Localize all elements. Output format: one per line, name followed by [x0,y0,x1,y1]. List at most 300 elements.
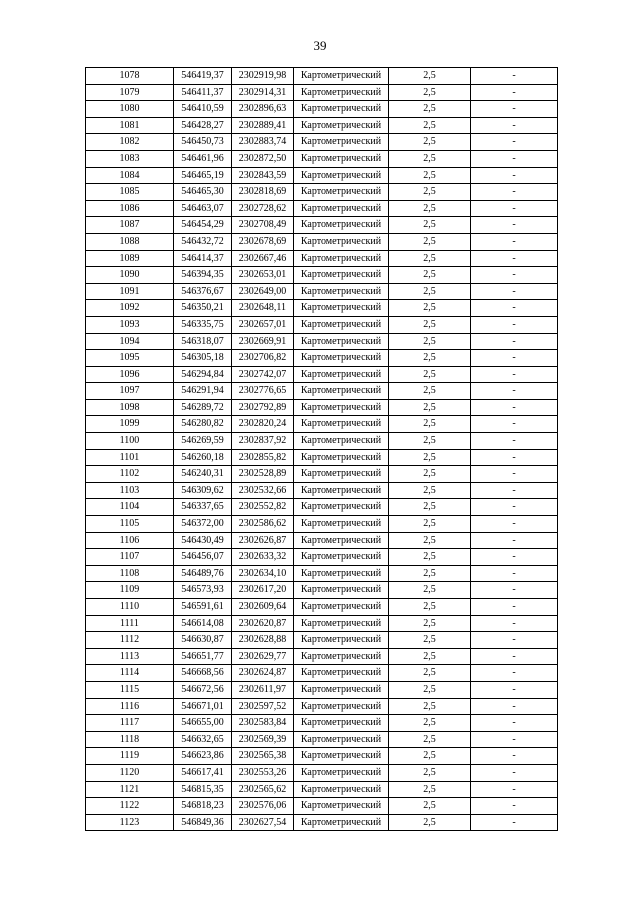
accuracy-cell: 2,5 [389,715,471,732]
x-coordinate-cell: 546291,94 [174,383,232,400]
point-number-cell: 1122 [86,798,174,815]
method-cell: Картометрический [294,698,389,715]
y-coordinate-cell: 2302633,32 [232,549,294,566]
x-coordinate-cell: 546617,41 [174,764,232,781]
table-row [86,366,558,383]
x-coordinate-cell: 546394,35 [174,267,232,284]
table-row [86,731,558,748]
x-coordinate-cell: 546489,76 [174,565,232,582]
method-cell: Картометрический [294,764,389,781]
point-number-cell: 1110 [86,599,174,616]
description-cell: - [471,781,558,798]
accuracy-cell: 2,5 [389,549,471,566]
method-cell: Картометрический [294,615,389,632]
y-coordinate-cell: 2302820,24 [232,416,294,433]
point-number-cell: 1096 [86,366,174,383]
method-cell: Картометрический [294,499,389,516]
accuracy-cell: 2,5 [389,599,471,616]
point-number-cell: 1112 [86,632,174,649]
accuracy-cell: 2,5 [389,781,471,798]
y-coordinate-cell: 2302843,59 [232,167,294,184]
y-coordinate-cell: 2302896,63 [232,101,294,118]
point-number-cell: 1084 [86,167,174,184]
method-cell: Картометрический [294,665,389,682]
method-cell: Картометрический [294,84,389,101]
point-number-cell: 1099 [86,416,174,433]
y-coordinate-cell: 2302818,69 [232,184,294,201]
accuracy-cell: 2,5 [389,665,471,682]
point-number-cell: 1121 [86,781,174,798]
accuracy-cell: 2,5 [389,233,471,250]
y-coordinate-cell: 2302706,82 [232,350,294,367]
point-number-cell: 1115 [86,681,174,698]
point-number-cell: 1103 [86,482,174,499]
point-number-cell: 1118 [86,731,174,748]
description-cell: - [471,399,558,416]
y-coordinate-cell: 2302627,54 [232,814,294,831]
accuracy-cell: 2,5 [389,632,471,649]
x-coordinate-cell: 546305,18 [174,350,232,367]
y-coordinate-cell: 2302626,87 [232,532,294,549]
page-number: 39 [313,38,327,53]
x-coordinate-cell: 546456,07 [174,549,232,566]
x-coordinate-cell: 546376,67 [174,283,232,300]
accuracy-cell: 2,5 [389,300,471,317]
table-row [86,233,558,250]
method-cell: Картометрический [294,715,389,732]
description-cell: - [471,632,558,649]
y-coordinate-cell: 2302609,64 [232,599,294,616]
description-cell: - [471,681,558,698]
description-cell: - [471,383,558,400]
table-row [86,117,558,134]
description-cell: - [471,333,558,350]
method-cell: Картометрический [294,184,389,201]
x-coordinate-cell: 546573,93 [174,582,232,599]
accuracy-cell: 2,5 [389,333,471,350]
point-number-cell: 1098 [86,399,174,416]
method-cell: Картометрический [294,466,389,483]
accuracy-cell: 2,5 [389,200,471,217]
method-cell: Картометрический [294,167,389,184]
description-cell: - [471,499,558,516]
description-cell: - [471,350,558,367]
accuracy-cell: 2,5 [389,184,471,201]
point-number-cell: 1079 [86,84,174,101]
description-cell: - [471,68,558,85]
table-row [86,200,558,217]
table-row [86,250,558,267]
description-cell: - [471,715,558,732]
table-row [86,84,558,101]
y-coordinate-cell: 2302624,87 [232,665,294,682]
point-number-cell: 1093 [86,316,174,333]
point-number-cell: 1105 [86,516,174,533]
point-number-cell: 1097 [86,383,174,400]
table-row [86,764,558,781]
method-cell: Картометрический [294,599,389,616]
y-coordinate-cell: 2302552,82 [232,499,294,516]
table-row [86,814,558,831]
point-number-cell: 1092 [86,300,174,317]
point-number-cell: 1120 [86,764,174,781]
accuracy-cell: 2,5 [389,516,471,533]
description-cell: - [471,316,558,333]
accuracy-cell: 2,5 [389,101,471,118]
point-number-cell: 1116 [86,698,174,715]
y-coordinate-cell: 2302648,11 [232,300,294,317]
table-row [86,532,558,549]
coordinates-table-body [86,68,558,831]
x-coordinate-cell: 546849,36 [174,814,232,831]
accuracy-cell: 2,5 [389,499,471,516]
method-cell: Картометрический [294,781,389,798]
method-cell: Картометрический [294,333,389,350]
point-number-cell: 1106 [86,532,174,549]
x-coordinate-cell: 546240,31 [174,466,232,483]
y-coordinate-cell: 2302628,88 [232,632,294,649]
description-cell: - [471,433,558,450]
description-cell: - [471,184,558,201]
table-row [86,350,558,367]
y-coordinate-cell: 2302883,74 [232,134,294,151]
x-coordinate-cell: 546465,30 [174,184,232,201]
method-cell: Картометрический [294,532,389,549]
description-cell: - [471,233,558,250]
y-coordinate-cell: 2302649,00 [232,283,294,300]
point-number-cell: 1104 [86,499,174,516]
x-coordinate-cell: 546432,72 [174,233,232,250]
x-coordinate-cell: 546280,82 [174,416,232,433]
y-coordinate-cell: 2302569,39 [232,731,294,748]
method-cell: Картометрический [294,748,389,765]
table-row [86,449,558,466]
table-row [86,167,558,184]
method-cell: Картометрический [294,383,389,400]
table-row [86,681,558,698]
description-cell: - [471,449,558,466]
x-coordinate-cell: 546335,75 [174,316,232,333]
method-cell: Картометрический [294,416,389,433]
accuracy-cell: 2,5 [389,134,471,151]
accuracy-cell: 2,5 [389,366,471,383]
x-coordinate-cell: 546632,65 [174,731,232,748]
description-cell: - [471,84,558,101]
description-cell: - [471,599,558,616]
point-number-cell: 1082 [86,134,174,151]
description-cell: - [471,101,558,118]
description-cell: - [471,582,558,599]
accuracy-cell: 2,5 [389,383,471,400]
coordinates-table [85,67,558,831]
y-coordinate-cell: 2302653,01 [232,267,294,284]
accuracy-cell: 2,5 [389,117,471,134]
description-cell: - [471,300,558,317]
description-cell: - [471,466,558,483]
table-row [86,599,558,616]
point-number-cell: 1086 [86,200,174,217]
description-cell: - [471,482,558,499]
y-coordinate-cell: 2302528,89 [232,466,294,483]
table-row [86,416,558,433]
y-coordinate-cell: 2302837,92 [232,433,294,450]
y-coordinate-cell: 2302583,84 [232,715,294,732]
point-number-cell: 1113 [86,648,174,665]
y-coordinate-cell: 2302742,07 [232,366,294,383]
table-row [86,582,558,599]
table-row [86,101,558,118]
table-row [86,549,558,566]
description-cell: - [471,150,558,167]
x-coordinate-cell: 546818,23 [174,798,232,815]
description-cell: - [471,549,558,566]
table-row [86,781,558,798]
x-coordinate-cell: 546623,86 [174,748,232,765]
table-row [86,632,558,649]
accuracy-cell: 2,5 [389,217,471,234]
method-cell: Картометрический [294,68,389,85]
accuracy-cell: 2,5 [389,615,471,632]
y-coordinate-cell: 2302565,38 [232,748,294,765]
description-cell: - [471,366,558,383]
y-coordinate-cell: 2302620,87 [232,615,294,632]
method-cell: Картометрический [294,399,389,416]
point-number-cell: 1078 [86,68,174,85]
point-number-cell: 1083 [86,150,174,167]
point-number-cell: 1114 [86,665,174,682]
table-row [86,516,558,533]
accuracy-cell: 2,5 [389,350,471,367]
description-cell: - [471,267,558,284]
method-cell: Картометрический [294,482,389,499]
method-cell: Картометрический [294,117,389,134]
point-number-cell: 1102 [86,466,174,483]
method-cell: Картометрический [294,101,389,118]
method-cell: Картометрический [294,516,389,533]
table-row [86,316,558,333]
x-coordinate-cell: 546591,61 [174,599,232,616]
point-number-cell: 1123 [86,814,174,831]
y-coordinate-cell: 2302855,82 [232,449,294,466]
x-coordinate-cell: 546410,59 [174,101,232,118]
y-coordinate-cell: 2302919,98 [232,68,294,85]
method-cell: Картометрический [294,200,389,217]
x-coordinate-cell: 546450,73 [174,134,232,151]
method-cell: Картометрический [294,350,389,367]
y-coordinate-cell: 2302914,31 [232,84,294,101]
x-coordinate-cell: 546372,00 [174,516,232,533]
y-coordinate-cell: 2302586,62 [232,516,294,533]
x-coordinate-cell: 546651,77 [174,648,232,665]
point-number-cell: 1087 [86,217,174,234]
table-row [86,698,558,715]
y-coordinate-cell: 2302792,89 [232,399,294,416]
accuracy-cell: 2,5 [389,250,471,267]
description-cell: - [471,167,558,184]
y-coordinate-cell: 2302611,97 [232,681,294,698]
description-cell: - [471,731,558,748]
description-cell: - [471,416,558,433]
table-row [86,134,558,151]
table-row [86,333,558,350]
accuracy-cell: 2,5 [389,698,471,715]
table-row [86,715,558,732]
table-row [86,499,558,516]
description-cell: - [471,615,558,632]
table-row [86,217,558,234]
description-cell: - [471,748,558,765]
description-cell: - [471,283,558,300]
table-row [86,68,558,85]
point-number-cell: 1117 [86,715,174,732]
point-number-cell: 1101 [86,449,174,466]
accuracy-cell: 2,5 [389,316,471,333]
method-cell: Картометрический [294,449,389,466]
table-row [86,466,558,483]
method-cell: Картометрический [294,582,389,599]
table-row [86,482,558,499]
x-coordinate-cell: 546655,00 [174,715,232,732]
point-number-cell: 1109 [86,582,174,599]
accuracy-cell: 2,5 [389,167,471,184]
y-coordinate-cell: 2302634,10 [232,565,294,582]
table-row [86,300,558,317]
x-coordinate-cell: 546461,96 [174,150,232,167]
y-coordinate-cell: 2302576,06 [232,798,294,815]
accuracy-cell: 2,5 [389,466,471,483]
point-number-cell: 1085 [86,184,174,201]
description-cell: - [471,814,558,831]
point-number-cell: 1081 [86,117,174,134]
accuracy-cell: 2,5 [389,798,471,815]
method-cell: Картометрический [294,316,389,333]
x-coordinate-cell: 546414,37 [174,250,232,267]
x-coordinate-cell: 546419,37 [174,68,232,85]
x-coordinate-cell: 546430,49 [174,532,232,549]
point-number-cell: 1119 [86,748,174,765]
y-coordinate-cell: 2302872,50 [232,150,294,167]
accuracy-cell: 2,5 [389,267,471,284]
description-cell: - [471,698,558,715]
method-cell: Картометрический [294,565,389,582]
description-cell: - [471,134,558,151]
table-row [86,433,558,450]
point-number-cell: 1111 [86,615,174,632]
x-coordinate-cell: 546463,07 [174,200,232,217]
x-coordinate-cell: 546411,37 [174,84,232,101]
point-number-cell: 1094 [86,333,174,350]
accuracy-cell: 2,5 [389,399,471,416]
y-coordinate-cell: 2302565,62 [232,781,294,798]
x-coordinate-cell: 546318,07 [174,333,232,350]
description-cell: - [471,117,558,134]
method-cell: Картометрический [294,217,389,234]
x-coordinate-cell: 546668,56 [174,665,232,682]
x-coordinate-cell: 546309,62 [174,482,232,499]
accuracy-cell: 2,5 [389,532,471,549]
y-coordinate-cell: 2302889,41 [232,117,294,134]
x-coordinate-cell: 546454,29 [174,217,232,234]
description-cell: - [471,516,558,533]
method-cell: Картометрический [294,814,389,831]
method-cell: Картометрический [294,300,389,317]
accuracy-cell: 2,5 [389,764,471,781]
y-coordinate-cell: 2302657,01 [232,316,294,333]
accuracy-cell: 2,5 [389,449,471,466]
method-cell: Картометрический [294,134,389,151]
y-coordinate-cell: 2302708,49 [232,217,294,234]
table-row [86,615,558,632]
x-coordinate-cell: 546630,87 [174,632,232,649]
x-coordinate-cell: 546671,01 [174,698,232,715]
accuracy-cell: 2,5 [389,814,471,831]
description-cell: - [471,565,558,582]
accuracy-cell: 2,5 [389,565,471,582]
method-cell: Картометрический [294,267,389,284]
method-cell: Картометрический [294,731,389,748]
x-coordinate-cell: 546614,08 [174,615,232,632]
x-coordinate-cell: 546350,21 [174,300,232,317]
description-cell: - [471,764,558,781]
table-row [86,267,558,284]
x-coordinate-cell: 546260,18 [174,449,232,466]
accuracy-cell: 2,5 [389,150,471,167]
y-coordinate-cell: 2302553,26 [232,764,294,781]
description-cell: - [471,648,558,665]
table-row [86,150,558,167]
x-coordinate-cell: 546289,72 [174,399,232,416]
table-row [86,399,558,416]
method-cell: Картометрический [294,366,389,383]
method-cell: Картометрический [294,681,389,698]
method-cell: Картометрический [294,549,389,566]
point-number-cell: 1089 [86,250,174,267]
description-cell: - [471,532,558,549]
accuracy-cell: 2,5 [389,416,471,433]
x-coordinate-cell: 546294,84 [174,366,232,383]
y-coordinate-cell: 2302678,69 [232,233,294,250]
y-coordinate-cell: 2302629,77 [232,648,294,665]
accuracy-cell: 2,5 [389,84,471,101]
table-row [86,665,558,682]
method-cell: Картометрический [294,433,389,450]
y-coordinate-cell: 2302667,46 [232,250,294,267]
description-cell: - [471,200,558,217]
point-number-cell: 1088 [86,233,174,250]
accuracy-cell: 2,5 [389,681,471,698]
x-coordinate-cell: 546815,35 [174,781,232,798]
description-cell: - [471,798,558,815]
accuracy-cell: 2,5 [389,68,471,85]
y-coordinate-cell: 2302597,52 [232,698,294,715]
table-row [86,798,558,815]
point-number-cell: 1100 [86,433,174,450]
x-coordinate-cell: 546672,56 [174,681,232,698]
method-cell: Картометрический [294,648,389,665]
y-coordinate-cell: 2302532,66 [232,482,294,499]
method-cell: Картометрический [294,632,389,649]
x-coordinate-cell: 546269,59 [174,433,232,450]
method-cell: Картометрический [294,233,389,250]
y-coordinate-cell: 2302669,91 [232,333,294,350]
description-cell: - [471,665,558,682]
accuracy-cell: 2,5 [389,731,471,748]
table-row [86,565,558,582]
description-cell: - [471,250,558,267]
y-coordinate-cell: 2302728,62 [232,200,294,217]
method-cell: Картометрический [294,798,389,815]
point-number-cell: 1091 [86,283,174,300]
